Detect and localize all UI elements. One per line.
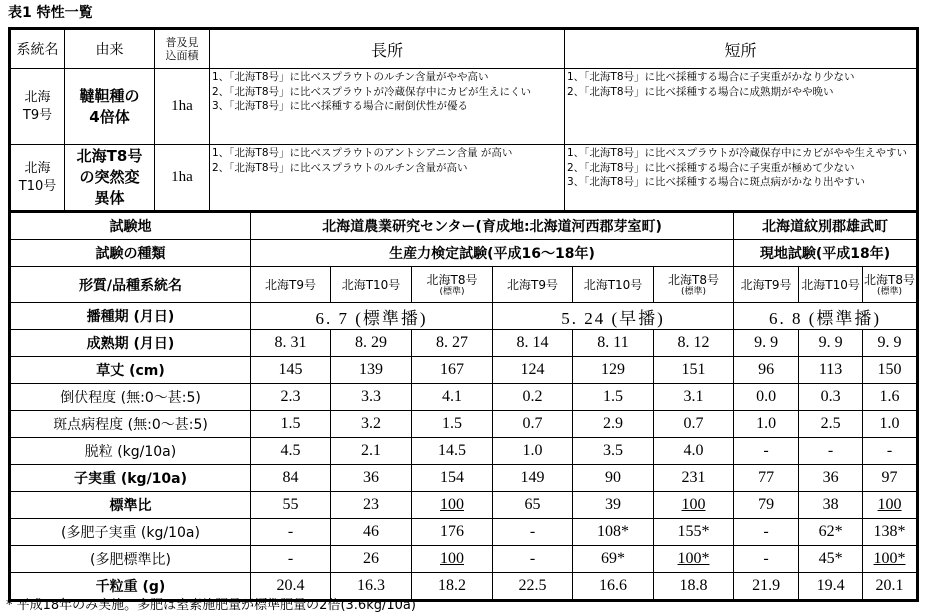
cell-value xyxy=(734,384,799,411)
site-label: 試験地 xyxy=(11,212,251,240)
row-label: 子実重 (kg/10a) xyxy=(11,465,251,492)
cell-value xyxy=(799,492,863,519)
type-label: 試験の種類 xyxy=(11,240,251,267)
variety-header-std: (標準) xyxy=(681,286,707,297)
cell-text: 21.9 xyxy=(752,577,781,594)
cell-value xyxy=(412,411,493,438)
row-label: (多肥子実重 (kg/10a) xyxy=(11,519,251,546)
cell-value xyxy=(734,573,799,600)
trial-type-a: 生産力検定試験(平成16～18年) xyxy=(251,240,734,267)
cell-value xyxy=(863,573,917,600)
weakness-item: 2、「北海T8号」に比べ採種する場合に成熟期がやや晩い xyxy=(567,85,834,98)
cell-value xyxy=(331,465,412,492)
cell-text: 1.0 xyxy=(879,415,900,432)
cell-text: 1.6 xyxy=(879,388,900,405)
cell-text: 4.5 xyxy=(280,442,301,459)
table-row xyxy=(11,465,917,492)
weakness-item: 2、「北海T8号」に比べ採種する場合に子実重が極めて少ない xyxy=(567,161,855,174)
cell-value xyxy=(799,546,863,573)
cell-text: 8. 12 xyxy=(677,334,710,351)
cell-text: 1.5 xyxy=(280,415,301,432)
origin-line2: 4倍体 xyxy=(89,107,130,126)
variety-name-line1: 北海 xyxy=(24,89,51,105)
cell-value xyxy=(654,492,734,519)
cell-text: 0.7 xyxy=(522,415,543,432)
cell-value xyxy=(654,546,734,573)
cell-text: 9. 9 xyxy=(754,334,779,351)
cell-value xyxy=(251,438,331,465)
cell-value xyxy=(734,357,799,384)
cell-text: 176 xyxy=(440,523,464,540)
variety-header-name: 北海T10号 xyxy=(583,277,643,292)
cell-value xyxy=(493,384,573,411)
cell-value xyxy=(863,330,917,357)
footnote: * 平成18年のみ実施。多肥は窒素施肥量が標準肥量の2倍(3.6kg/10a) xyxy=(6,598,416,613)
cell-value xyxy=(331,411,412,438)
cell-text: 8. 27 xyxy=(436,334,468,351)
cell-text: 20.1 xyxy=(875,577,904,594)
cell-text: 0.0 xyxy=(756,388,777,405)
sowing-date: 6. 7 (標準播) xyxy=(251,303,493,330)
cell-text: 36 xyxy=(822,469,839,486)
variety-row-t9 xyxy=(11,69,917,145)
cell-text: 23 xyxy=(363,496,379,513)
weakness-item: 1、「北海T8号」に比べ採種する場合に子実重がかなり少ない xyxy=(567,71,855,83)
cell-value xyxy=(734,330,799,357)
variety-name-line2: T9号 xyxy=(22,107,53,123)
cell-value xyxy=(251,411,331,438)
cell-text: 1.0 xyxy=(522,442,543,459)
cell-text: 8. 31 xyxy=(274,334,307,351)
cell-text: 46 xyxy=(363,523,379,540)
cell-text: 2.9 xyxy=(603,415,623,432)
strength-item: 1、「北海T8号」に比べスプラウトのアントシアニン含量 が高い xyxy=(212,147,513,159)
cell-value xyxy=(799,330,863,357)
cell-value xyxy=(863,411,917,438)
weaknesses-list xyxy=(565,145,917,211)
variety-header-name: 北海T8号 xyxy=(864,272,916,287)
cell-value xyxy=(412,330,493,357)
strength-item: 2、「北海T8号」に比べスプラウトが冷蔵保存中にカビが生えにくい xyxy=(212,85,532,98)
cell-text: 3.1 xyxy=(683,388,704,405)
variety-header-name: 北海T9号 xyxy=(507,277,558,292)
variety-header xyxy=(863,267,917,303)
cell-text: 39 xyxy=(605,496,621,513)
row-label: 草丈 (cm) xyxy=(11,357,251,384)
cell-text: 108* xyxy=(597,523,629,540)
variety-header-std: (標準) xyxy=(877,286,903,297)
cell-text: 100 xyxy=(440,496,464,513)
variety-header xyxy=(493,267,573,303)
variety-header xyxy=(654,267,734,303)
weaknesses-list xyxy=(565,69,917,145)
cell-text: 90 xyxy=(605,469,621,486)
cell-text: 8. 29 xyxy=(355,334,387,351)
cell-text: 2.5 xyxy=(820,415,841,432)
variety-header xyxy=(734,267,799,303)
cell-value xyxy=(412,438,493,465)
cell-value xyxy=(863,465,917,492)
cell-text: - xyxy=(763,550,769,567)
cell-text: 113 xyxy=(818,361,843,378)
cell-value xyxy=(654,519,734,546)
variety-header-name: 北海T10号 xyxy=(801,277,860,292)
cell-value xyxy=(251,384,331,411)
table-row xyxy=(11,384,917,411)
cell-value xyxy=(251,357,331,384)
cell-value xyxy=(863,357,917,384)
cell-value xyxy=(654,465,734,492)
cell-text: 167 xyxy=(440,361,464,378)
variety-header-name: 北海T8号 xyxy=(668,272,720,287)
variety-header xyxy=(799,267,863,303)
table-row xyxy=(11,519,917,546)
weakness-item: 3、「北海T8号」に比べ採種する場合に斑点病がかなり出やすい xyxy=(567,176,866,188)
table-row xyxy=(11,357,917,384)
variety-header xyxy=(412,267,493,303)
cell-text: 138* xyxy=(873,523,906,540)
cell-text: 3.2 xyxy=(361,415,381,432)
cell-value xyxy=(799,384,863,411)
cell-value xyxy=(573,573,654,600)
cell-text: 124 xyxy=(520,361,545,378)
strengths-list xyxy=(210,69,565,145)
cell-value xyxy=(573,546,654,573)
cell-text: 0.2 xyxy=(522,388,543,405)
cell-value xyxy=(251,465,331,492)
variety-header-name: 北海T9号 xyxy=(265,277,316,292)
variety-header-name: 北海T9号 xyxy=(740,277,792,292)
variety-row-t10 xyxy=(11,145,917,211)
cell-text: 155* xyxy=(677,523,710,540)
variety-area: 1ha xyxy=(155,145,210,211)
variety-header xyxy=(573,267,654,303)
cell-value xyxy=(331,492,412,519)
header-system: 系統名 xyxy=(11,30,65,69)
cell-text: 9. 9 xyxy=(818,334,843,351)
trial-results-table xyxy=(10,211,917,600)
variety-name xyxy=(11,69,65,145)
variety-name-line1: 北海 xyxy=(24,160,51,176)
cell-value xyxy=(654,438,734,465)
cell-text: 69* xyxy=(601,550,625,567)
cell-text: 8. 11 xyxy=(597,334,629,351)
cell-value xyxy=(863,438,917,465)
cell-text: 19.4 xyxy=(816,577,845,594)
cell-text: - xyxy=(529,550,536,567)
cell-value xyxy=(573,519,654,546)
cell-text: 2.3 xyxy=(280,388,301,405)
table-row xyxy=(11,492,917,519)
cell-text: - xyxy=(827,442,834,459)
cell-text: - xyxy=(886,442,893,459)
cell-value xyxy=(734,411,799,438)
table-row xyxy=(11,330,917,357)
cell-text: - xyxy=(287,523,294,540)
cell-value xyxy=(331,357,412,384)
trial-data-rows xyxy=(11,330,917,600)
cell-text: 97 xyxy=(881,469,898,486)
row-label: (多肥標準比) xyxy=(11,546,251,573)
cell-text: 8. 14 xyxy=(516,334,549,351)
cell-text: 9. 9 xyxy=(877,334,902,351)
cell-value xyxy=(493,492,573,519)
cell-text: 3.5 xyxy=(603,442,623,459)
variety-description-table xyxy=(10,29,917,211)
cell-text: 79 xyxy=(758,496,775,513)
cell-value xyxy=(734,492,799,519)
variety-header xyxy=(331,267,412,303)
table-caption: 表1 特性一覧 xyxy=(8,5,93,21)
cell-value xyxy=(654,357,734,384)
row-label: 倒伏程度 (無:0～甚:5) xyxy=(11,384,251,411)
cell-text: 100 xyxy=(877,496,902,513)
site-a: 北海道農業研究センター(育成地:北海道河西郡芽室町) xyxy=(251,212,734,240)
origin-line1: 北海T8号 xyxy=(76,147,143,165)
cell-value xyxy=(412,519,493,546)
origin-line3: 異体 xyxy=(94,189,125,207)
cell-value xyxy=(331,519,412,546)
cell-value xyxy=(654,573,734,600)
cell-value xyxy=(573,411,654,438)
characteristics-table xyxy=(8,27,919,602)
cell-value xyxy=(573,438,654,465)
cell-text: 231 xyxy=(681,469,706,486)
table-row xyxy=(11,438,917,465)
sowing-date: 6. 8 (標準播) xyxy=(734,303,917,330)
cell-text: 38 xyxy=(822,496,839,513)
cell-text: 77 xyxy=(758,469,775,486)
cell-value xyxy=(863,492,917,519)
row-label: 千粒重 (g) xyxy=(11,573,251,600)
cell-value xyxy=(412,492,493,519)
cell-value xyxy=(863,519,917,546)
cell-value xyxy=(493,519,573,546)
cell-text: 129 xyxy=(601,361,625,378)
cell-value xyxy=(493,411,573,438)
variety-origin xyxy=(65,69,155,145)
cell-value xyxy=(573,465,654,492)
cell-value xyxy=(412,465,493,492)
cell-value xyxy=(654,330,734,357)
cell-text: 139 xyxy=(359,361,383,378)
cell-text: 150 xyxy=(877,361,902,378)
strength-item: 1、「北海T8号」に比べスプラウトのルチン含量がやや高い xyxy=(212,71,489,83)
cell-text: 16.3 xyxy=(357,577,385,594)
variety-header-name: 北海T8号 xyxy=(426,272,478,287)
variety-header-name: 北海T10号 xyxy=(341,277,401,292)
cell-text: 4.0 xyxy=(683,442,704,459)
cell-value xyxy=(251,546,331,573)
variety-name-line2: T10号 xyxy=(18,178,57,194)
cell-value xyxy=(573,357,654,384)
cell-value xyxy=(734,519,799,546)
header-area-line1: 普及見 xyxy=(165,36,199,49)
cell-value xyxy=(799,465,863,492)
strength-item: 3、「北海T8号」に比べ採種する場合に耐倒伏性が優る xyxy=(212,100,469,112)
cell-text: - xyxy=(763,523,769,540)
cell-value xyxy=(493,573,573,600)
cell-value xyxy=(734,438,799,465)
cell-value xyxy=(493,438,573,465)
cell-text: 149 xyxy=(520,469,545,486)
cell-text: 16.6 xyxy=(599,577,627,594)
cell-text: 154 xyxy=(440,469,464,486)
cell-value xyxy=(654,384,734,411)
row-label: 成熟期 (月日) xyxy=(11,330,251,357)
cell-value xyxy=(734,546,799,573)
cell-value xyxy=(654,411,734,438)
cell-value xyxy=(251,519,331,546)
cell-value xyxy=(412,384,493,411)
cell-text: - xyxy=(763,442,769,459)
cell-text: 62* xyxy=(818,523,843,540)
weakness-item: 1、「北海T8号」に比べスプラウトが冷蔵保存中にカビがやや生えやすい xyxy=(567,147,908,159)
variety-origin xyxy=(65,145,155,211)
cell-text: 100 xyxy=(440,550,464,567)
row-label: 標準比 xyxy=(11,492,251,519)
header-area xyxy=(155,30,210,69)
cell-text: 20.4 xyxy=(276,577,305,594)
cell-value xyxy=(573,330,654,357)
header-origin: 由来 xyxy=(65,30,155,69)
cell-text: 18.8 xyxy=(679,577,708,594)
cell-text: 1.0 xyxy=(756,415,777,432)
header-area-line2: 込面積 xyxy=(165,49,199,62)
cell-text: 100* xyxy=(873,550,906,567)
cell-text: 0.3 xyxy=(820,388,841,405)
row-label: 脱粒 (kg/10a) xyxy=(11,438,251,465)
cell-value xyxy=(799,438,863,465)
cell-text: 1.5 xyxy=(603,388,623,405)
cell-text: 45* xyxy=(818,550,843,567)
cell-value xyxy=(331,384,412,411)
cell-value xyxy=(573,492,654,519)
cell-value xyxy=(799,357,863,384)
cell-text: 1.5 xyxy=(442,415,462,432)
cell-text: 14.5 xyxy=(438,442,466,459)
origin-line1: 韃靼種の xyxy=(79,86,140,105)
header-strengths: 長所 xyxy=(210,30,565,69)
cell-text: 3.3 xyxy=(361,388,381,405)
trait-label: 形質/品種系統名 xyxy=(11,267,251,303)
variety-header xyxy=(251,267,331,303)
variety-name xyxy=(11,145,65,211)
cell-text: 65 xyxy=(524,496,541,513)
cell-value xyxy=(331,546,412,573)
cell-value xyxy=(412,357,493,384)
cell-value xyxy=(331,330,412,357)
cell-text: 4.1 xyxy=(442,388,462,405)
cell-text: 36 xyxy=(363,469,379,486)
row-label: 斑点病程度 (無:0～甚:5) xyxy=(11,411,251,438)
cell-text: - xyxy=(529,523,536,540)
table-row xyxy=(11,546,917,573)
header-weaknesses: 短所 xyxy=(565,30,917,69)
cell-text: 2.1 xyxy=(361,442,381,459)
cell-text: - xyxy=(287,550,294,567)
origin-line2: の突然変 xyxy=(79,168,140,186)
sowing-label: 播種期 (月日) xyxy=(11,303,251,330)
cell-value xyxy=(331,438,412,465)
trial-type-b: 現地試験(平成18年) xyxy=(734,240,917,267)
cell-value xyxy=(799,519,863,546)
sowing-date: 5. 24 (早播) xyxy=(493,303,734,330)
cell-value xyxy=(863,546,917,573)
cell-value xyxy=(493,330,573,357)
cell-value xyxy=(573,384,654,411)
cell-text: 26 xyxy=(363,550,379,567)
cell-value xyxy=(863,384,917,411)
cell-text: 96 xyxy=(758,361,775,378)
cell-value xyxy=(493,546,573,573)
cell-value xyxy=(251,492,331,519)
cell-value xyxy=(734,465,799,492)
cell-text: 18.2 xyxy=(438,577,466,594)
cell-value xyxy=(799,573,863,600)
cell-value xyxy=(412,546,493,573)
cell-text: 100* xyxy=(677,550,710,567)
variety-header-std: (標準) xyxy=(439,286,465,297)
cell-value xyxy=(251,330,331,357)
cell-text: 100 xyxy=(681,496,706,513)
cell-text: 55 xyxy=(282,496,299,513)
strengths-list xyxy=(210,145,565,211)
cell-value xyxy=(493,357,573,384)
cell-value xyxy=(412,573,493,600)
cell-text: 151 xyxy=(681,361,706,378)
table-row xyxy=(11,411,917,438)
cell-value xyxy=(799,411,863,438)
variety-area: 1ha xyxy=(155,69,210,145)
cell-text: 22.5 xyxy=(518,577,547,594)
cell-text: 145 xyxy=(278,361,303,378)
cell-value xyxy=(493,465,573,492)
site-b: 北海道紋別郡雄武町 xyxy=(734,212,917,240)
strength-item: 2、「北海T8号」に比べスプラウトのルチン含量が高い xyxy=(212,161,468,174)
cell-text: 0.7 xyxy=(683,415,704,432)
cell-text: 84 xyxy=(282,469,299,486)
